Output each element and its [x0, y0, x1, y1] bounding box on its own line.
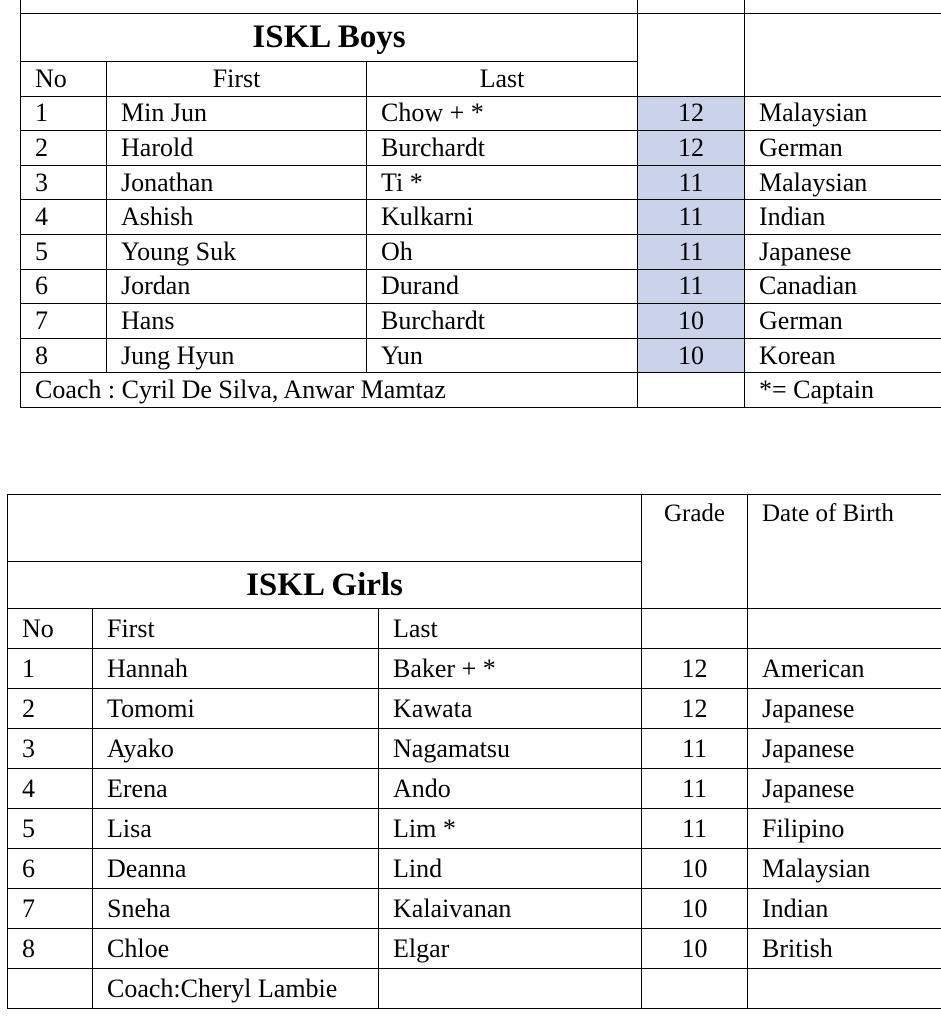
last-name: Ando [379, 769, 642, 809]
boys-coach-empty-cell [638, 373, 745, 408]
nationality: Filipino [748, 809, 941, 849]
row-number: 7 [21, 304, 107, 339]
boys-header-first: First [107, 62, 367, 97]
first-name: Tomomi [93, 689, 379, 729]
first-name: Hannah [93, 649, 379, 689]
girls-header-grade: Grade [642, 495, 748, 609]
first-name: Hans [107, 304, 367, 339]
boys-title: ISKL Boys [21, 14, 638, 62]
grade: 12 [642, 689, 748, 729]
boys-header-last: Last [367, 62, 638, 97]
last-name: Ti * [367, 165, 638, 200]
girls-top-cell [8, 495, 642, 562]
girls-coach-empty-dob [748, 969, 941, 1009]
boys-title-row [21, 14, 941, 62]
row-number: 4 [21, 200, 107, 235]
last-name: Kawata [379, 689, 642, 729]
row-number: 7 [8, 889, 93, 929]
girls-coach-empty-no [8, 969, 93, 1009]
boys-top-cell [21, 0, 638, 14]
table-row [8, 649, 941, 689]
nationality: British [748, 929, 941, 969]
boys-top-grade-cell [638, 0, 745, 14]
last-name: Durand [367, 269, 638, 304]
last-name: Burchardt [367, 304, 638, 339]
nationality: Japanese [748, 729, 941, 769]
grade: 10 [638, 304, 745, 339]
first-name: Ashish [107, 200, 367, 235]
row-number: 5 [21, 234, 107, 269]
grade: 11 [642, 769, 748, 809]
grade: 11 [642, 729, 748, 769]
nationality: Japanese [745, 234, 941, 269]
table-row [21, 165, 941, 200]
last-name: Kulkarni [367, 200, 638, 235]
nationality: Malaysian [745, 165, 941, 200]
girls-header-no: No [8, 609, 93, 649]
row-number: 4 [8, 769, 93, 809]
nationality: Indian [748, 889, 941, 929]
nationality: German [745, 304, 941, 339]
grade: 11 [638, 269, 745, 304]
boys-nat-header-cell [745, 14, 941, 97]
row-number: 8 [8, 929, 93, 969]
nationality: Malaysian [745, 96, 941, 131]
nationality: Indian [745, 200, 941, 235]
table-row [21, 200, 941, 235]
girls-header-last: Last [379, 609, 642, 649]
grade: 11 [638, 200, 745, 235]
table-row [21, 131, 941, 166]
first-name: Chloe [93, 929, 379, 969]
last-name: Kalaivanan [379, 889, 642, 929]
last-name: Lind [379, 849, 642, 889]
boys-coach-row [21, 373, 941, 408]
girls-header-top-row [8, 495, 941, 562]
first-name: Erena [93, 769, 379, 809]
row-number: 6 [8, 849, 93, 889]
last-name: Elgar [379, 929, 642, 969]
boys-grade-header-cell [638, 14, 745, 97]
girls-coach-empty-grade [642, 969, 748, 1009]
boys-top-nat-cell [745, 0, 941, 14]
last-name: Lim * [379, 809, 642, 849]
row-number: 2 [21, 131, 107, 166]
girls-header-dob: Date of Birth [748, 495, 941, 609]
boys-coach: Coach : Cyril De Silva, Anwar Mamtaz [21, 373, 638, 408]
row-number: 6 [21, 269, 107, 304]
boys-top-row [21, 0, 941, 14]
boys-legend: *= Captain [745, 373, 941, 408]
row-number: 3 [21, 165, 107, 200]
girls-header-first: First [93, 609, 379, 649]
first-name: Lisa [93, 809, 379, 849]
girls-title: ISKL Girls [8, 562, 642, 609]
table-row [21, 96, 941, 131]
grade: 11 [638, 165, 745, 200]
girls-header-empty-grade [642, 609, 748, 649]
first-name: Min Jun [107, 96, 367, 131]
last-name: Nagamatsu [379, 729, 642, 769]
first-name: Sneha [93, 889, 379, 929]
last-name: Burchardt [367, 131, 638, 166]
table-row [8, 769, 941, 809]
row-number: 1 [21, 96, 107, 131]
table-row [8, 689, 941, 729]
table-row [21, 234, 941, 269]
boys-roster-table [20, 0, 941, 408]
girls-header-empty-dob [748, 609, 941, 649]
last-name: Oh [367, 234, 638, 269]
girls-header-row [8, 609, 941, 649]
last-name: Chow + * [367, 96, 638, 131]
row-number: 1 [8, 649, 93, 689]
grade: 11 [638, 234, 745, 269]
grade: 12 [638, 96, 745, 131]
last-name: Yun [367, 338, 638, 373]
nationality: German [745, 131, 941, 166]
grade: 10 [642, 889, 748, 929]
first-name: Deanna [93, 849, 379, 889]
girls-coach: Coach:Cheryl Lambie [93, 969, 379, 1009]
first-name: Harold [107, 131, 367, 166]
row-number: 8 [21, 338, 107, 373]
row-number: 3 [8, 729, 93, 769]
row-number: 5 [8, 809, 93, 849]
table-row [8, 889, 941, 929]
table-row [8, 929, 941, 969]
nationality: Japanese [748, 689, 941, 729]
grade: 12 [638, 131, 745, 166]
grade: 10 [642, 929, 748, 969]
table-row [21, 338, 941, 373]
grade: 11 [642, 809, 748, 849]
first-name: Ayako [93, 729, 379, 769]
boys-header-no: No [21, 62, 107, 97]
first-name: Jung Hyun [107, 338, 367, 373]
nationality: American [748, 649, 941, 689]
grade: 12 [642, 649, 748, 689]
grade: 10 [638, 338, 745, 373]
grade: 10 [642, 849, 748, 889]
girls-roster-table [7, 494, 941, 1009]
row-number: 2 [8, 689, 93, 729]
nationality: Korean [745, 338, 941, 373]
nationality: Canadian [745, 269, 941, 304]
table-row [8, 849, 941, 889]
table-row [21, 304, 941, 339]
table-row [8, 729, 941, 769]
first-name: Jonathan [107, 165, 367, 200]
first-name: Jordan [107, 269, 367, 304]
girls-coach-row [8, 969, 941, 1009]
last-name: Baker + * [379, 649, 642, 689]
girls-coach-empty-last [379, 969, 642, 1009]
first-name: Young Suk [107, 234, 367, 269]
table-row [21, 269, 941, 304]
nationality: Japanese [748, 769, 941, 809]
nationality: Malaysian [748, 849, 941, 889]
table-row [8, 809, 941, 849]
